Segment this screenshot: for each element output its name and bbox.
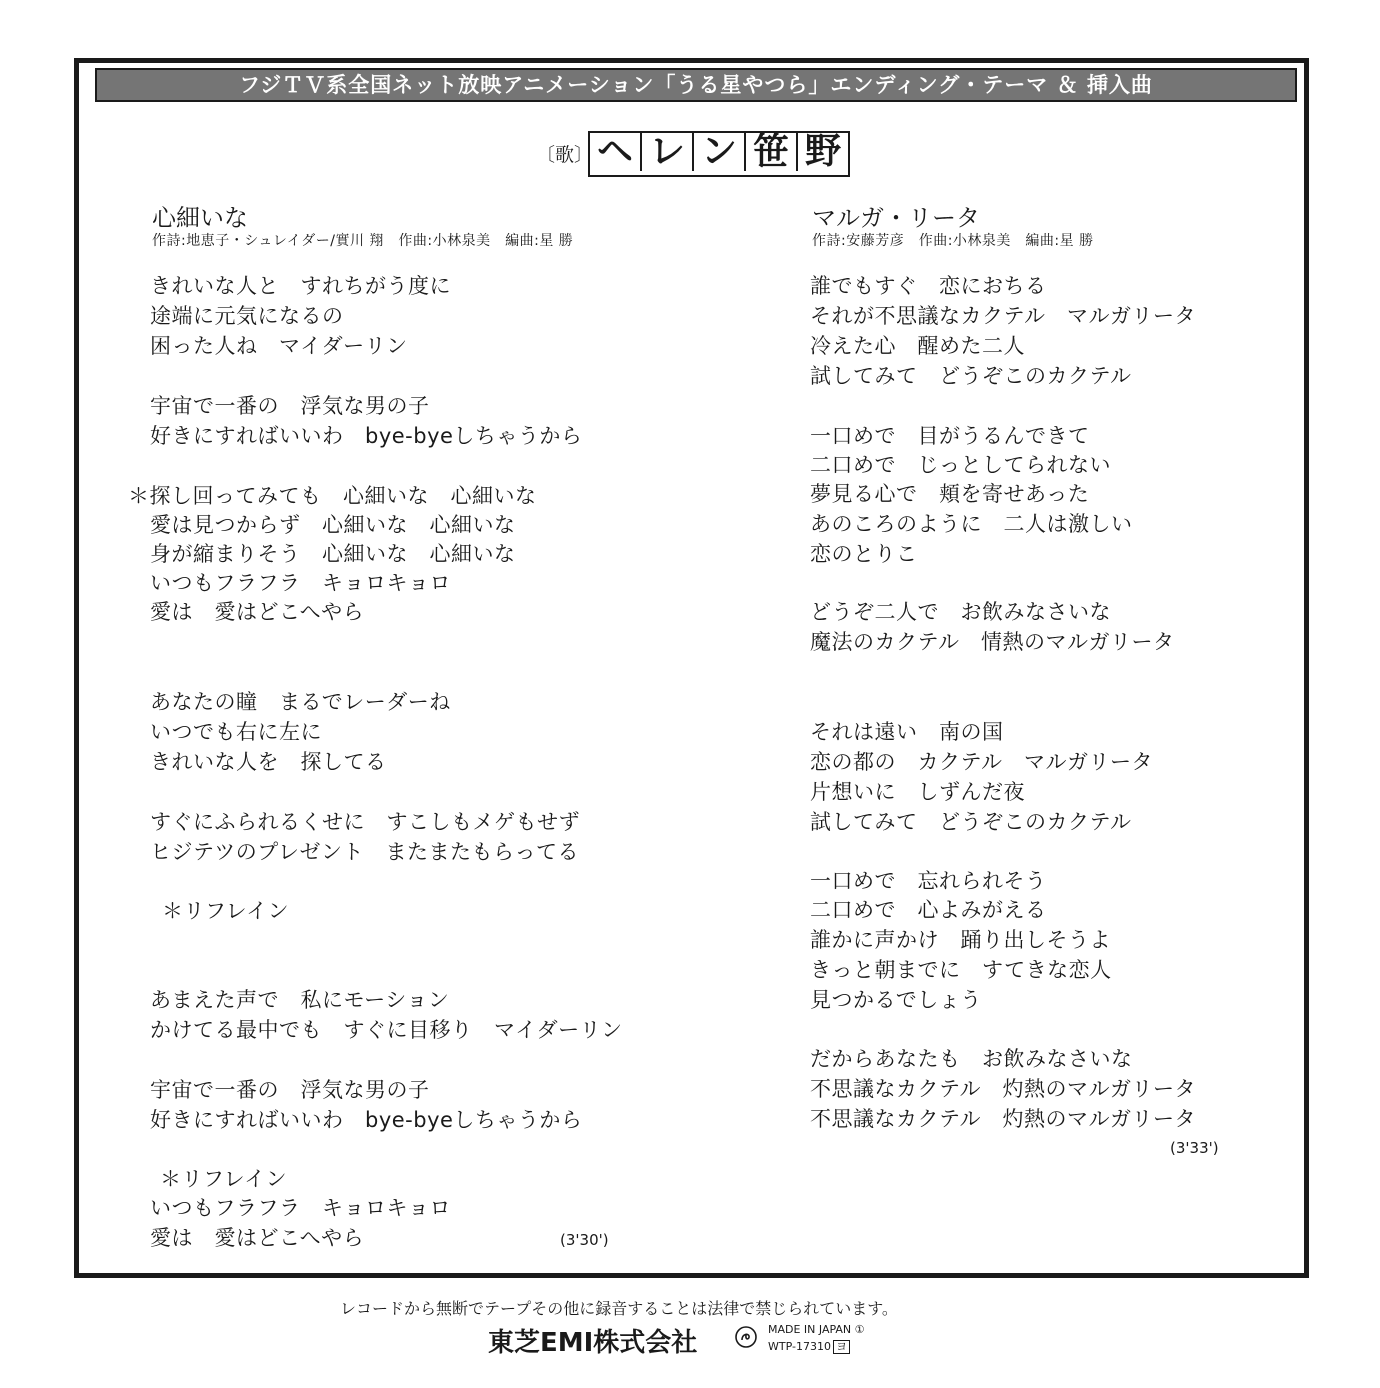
singer-name-char: ヘ [590, 133, 642, 171]
lyric-line: 好きにすればいいわ bye-byeしちゃうから [150, 1108, 583, 1132]
catalog-number-text: WTP-17310 [768, 1340, 831, 1353]
lyric-line: 愛は見つからず 心細いな 心細いな [150, 513, 516, 537]
label-logo-icon [734, 1325, 758, 1349]
lyric-line: きっと朝までに すてきな恋人 [810, 958, 1112, 982]
lyric-line: かけてる最中でも すぐに目移り マイダーリン [150, 1018, 623, 1042]
lyric-line: 二口めで じっとしてられない [810, 453, 1111, 477]
made-in-japan: MADE IN JAPAN ① [768, 1323, 865, 1336]
lyric-line: いつもフラフラ キョロキョロ [150, 1196, 451, 1220]
lyric-line: 夢見る心で 頬を寄せあった [810, 482, 1090, 506]
lyric-line: 不思議なカクテル 灼熱のマルガリータ [810, 1107, 1196, 1131]
lyric-line: 誰でもすぐ 恋におちる [810, 274, 1047, 298]
header-banner: フジＴＶ系全国ネット放映アニメーション「うる星やつら」エンディング・テーマ ＆ 挿入曲 [95, 68, 1297, 102]
lyric-line: ヒジテツのプレゼント またまたもらってる [150, 840, 579, 864]
copyright-notice: レコードから無断でテープその他に録音することは法律で禁じられています。 [340, 1299, 898, 1318]
company-name: 東芝EMI株式会社 [488, 1328, 698, 1358]
lyric-line: 途端に元気になるの [150, 304, 344, 328]
lyric-line: あのころのように 二人は激しい [810, 512, 1133, 536]
left-song-title: 心細いな [152, 204, 248, 232]
singer-name-char: レ [642, 133, 694, 171]
lyric-line: 愛は 愛はどこへやら [150, 600, 365, 624]
lyric-line: ＊探し回ってみても 心細いな 心細いな [128, 484, 537, 508]
lyric-line: 冷えた心 醒めた二人 [810, 334, 1025, 358]
refrain-marker: ＊リフレイン [160, 1167, 288, 1191]
singer-name-char: 笹 [746, 133, 798, 171]
lyric-line: だからあなたも お飲みなさいな [810, 1047, 1133, 1071]
lyric-line: 身が縮まりそう 心細いな 心細いな [150, 542, 516, 566]
refrain-marker: ＊リフレイン [162, 899, 290, 923]
lyric-line: 恋の都の カクテル マルガリータ [810, 750, 1153, 774]
lyric-line: 片想いに しずんだ夜 [810, 780, 1025, 804]
singer-name-box [588, 131, 850, 177]
lyric-line: きれいな人を 探してる [150, 750, 387, 774]
singer-name-char: ン [694, 133, 746, 171]
lyric-line: 好きにすればいいわ bye-byeしちゃうから [150, 424, 583, 448]
lyric-line: あまえた声で 私にモーション [150, 988, 450, 1012]
lyric-line: 不思議なカクテル 灼熱のマルガリータ [810, 1077, 1196, 1101]
catalog-number [768, 1340, 850, 1354]
right-song-credits: 作詩:安藤芳彦 作曲:小林泉美 編曲:星 勝 [812, 233, 1094, 249]
lyric-line: 試してみて どうぞこのカクテル [810, 364, 1132, 388]
lyric-line: 試してみて どうぞこのカクテル [810, 810, 1132, 834]
singer-label: 〔歌〕 [536, 144, 594, 166]
lyric-line: 一口めで 目がうるんできて [810, 424, 1090, 448]
lyric-line: きれいな人と すれちがう度に [150, 274, 451, 298]
lyric-line: 一口めで 忘れられそう [810, 869, 1047, 893]
singer-name-char: 野 [804, 131, 841, 172]
right-song-title: マルガ・リータ [812, 204, 980, 232]
lyric-line: 二口めで 心よみがえる [810, 898, 1047, 922]
right-song-duration: (3'33') [1170, 1139, 1219, 1157]
lyric-line: いつもフラフラ キョロキョロ [150, 571, 451, 595]
lyric-line: 魔法のカクテル 情熱のマルガリータ [810, 630, 1175, 654]
lyric-line: それが不思議なカクテル マルガリータ [810, 304, 1196, 328]
lyric-line: 宇宙で一番の 浮気な男の子 [150, 394, 430, 418]
left-song-duration: (3'30') [560, 1231, 609, 1249]
lyric-line: いつでも右に左に [150, 720, 322, 744]
lyric-line: すぐにふられるくせに すこしもメゲもせず [150, 810, 580, 834]
lyric-line: 困った人ね マイダーリン [150, 334, 408, 358]
lyric-line: 誰かに声かけ 踊り出しそうよ [810, 928, 1111, 952]
lyric-line: 恋のとりこ [810, 542, 918, 566]
lyric-line: 宇宙で一番の 浮気な男の子 [150, 1078, 430, 1102]
lyric-line: 見つかるでしょう [810, 988, 982, 1012]
lyric-line: 愛は 愛はどこへやら [150, 1226, 365, 1250]
catalog-code-box: ヨ [833, 1340, 850, 1354]
lyric-line: それは遠い 南の国 [810, 720, 1004, 744]
lyric-line: どうぞ二人で お飲みなさいな [810, 600, 1111, 624]
lyric-line: あなたの瞳 まるでレーダーね [150, 690, 451, 714]
left-song-credits: 作詩:地恵子・シュレイダー/實川 翔 作曲:小林泉美 編曲:星 勝 [152, 233, 574, 249]
